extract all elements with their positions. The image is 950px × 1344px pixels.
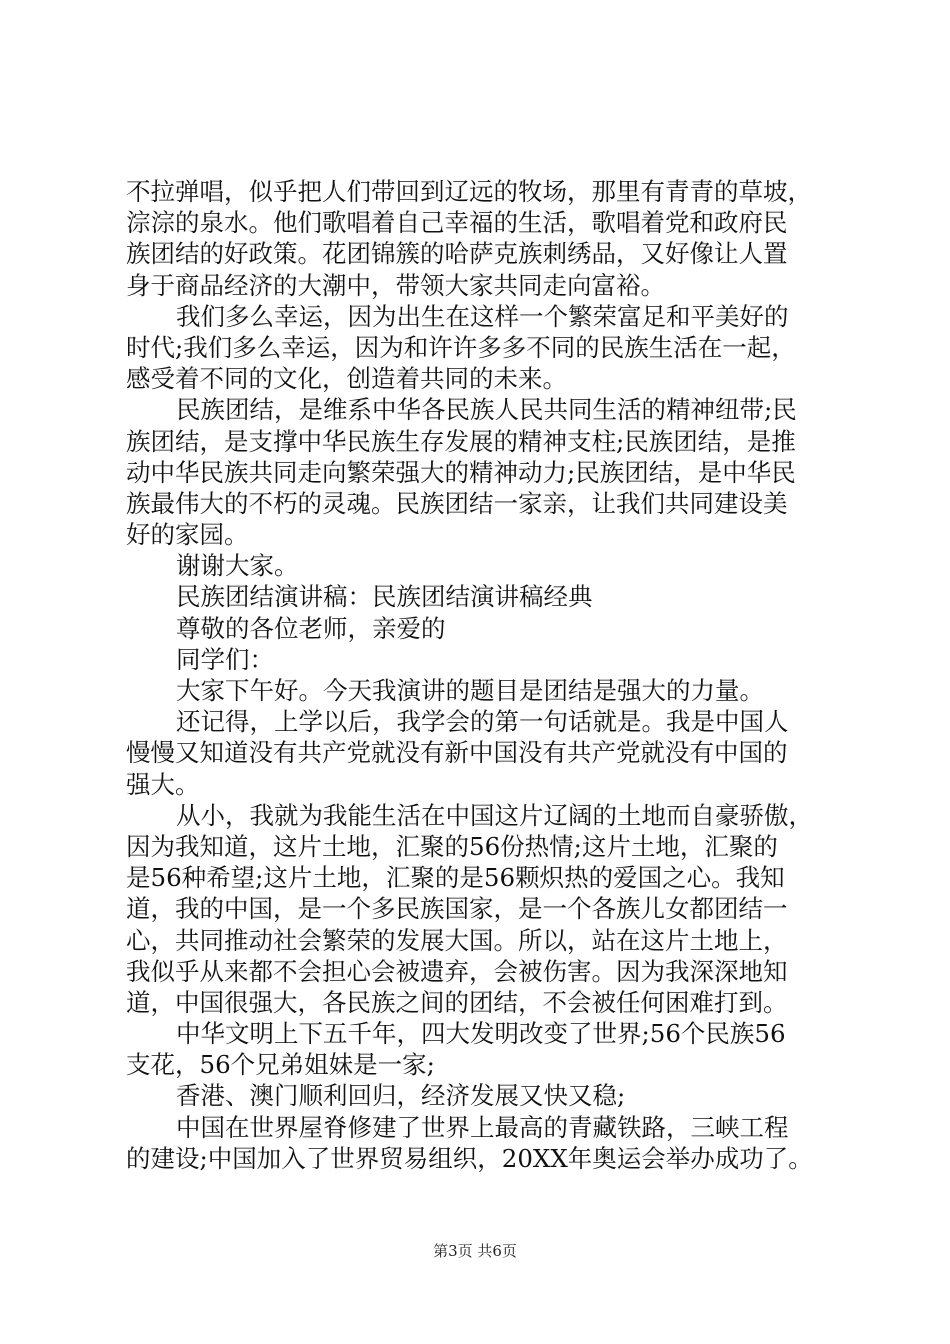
text-line: 支花，56个兄弟姐妹是一家; [126, 1050, 435, 1080]
text-line: 不拉弹唱，似乎把人们带回到辽远的牧场，那里有青青的草坡， [126, 177, 812, 206]
text-line: 因为我知道，这片土地，汇聚的56份热情;这片土地，汇聚的 [126, 831, 778, 861]
text-line: 道，我的中国，是一个多民族国家，是一个各族儿女都团结一 [126, 894, 788, 924]
text-line: 族最伟大的不朽的灵魂。民族团结一家亲，让我们共同建设美 [126, 488, 788, 518]
text-line: 还记得，上学以后，我学会的第一句话就是。我是中国人 [176, 707, 789, 737]
text-line: 时代;我们多么幸运，因为和许许多多不同的民族生活在一起， [126, 332, 796, 362]
text-line: 慢慢又知道没有共产党就没有新中国没有共产党就没有中国的 [126, 738, 788, 768]
text-line: 民族团结，是维系中华各民族人民共同生活的精神纽带;民 [176, 395, 797, 425]
text-line: 身于商品经济的大潮中，带领大家共同走向富裕。 [126, 270, 665, 300]
page-footer: 第3页 共6页 [433, 1242, 517, 1260]
text-line: 心，共同推动社会繁荣的发展大国。所以，站在这片土地上， [126, 925, 788, 955]
text-line: 我似乎从来都不会担心会被遗弃，会被伤害。因为我深深地知 [126, 956, 788, 986]
text-line: 强大。 [126, 769, 200, 799]
text-line: 是56种希望;这片土地，汇聚的是56颗炽热的爱国之心。我知 [126, 863, 785, 893]
text-line: 族团结，是支撑中华民族生存发展的精神支柱;民族团结，是推 [126, 426, 796, 456]
text-line: 香港、澳门顺利回归，经济发展又快又稳; [176, 1081, 626, 1111]
text-line: 淙淙的泉水。他们歌唱着自己幸福的生活，歌唱着党和政府民 [126, 208, 788, 238]
text-line: 族团结的好政策。花团锦簇的哈萨克族刺绣品，又好像让人置 [126, 239, 788, 269]
text-line: 我们多么幸运，因为出生在这样一个繁荣富足和平美好的 [176, 301, 789, 331]
text-line: 动中华民族共同走向繁荣强大的精神动力;民族团结，是中华民 [126, 457, 796, 487]
body-text [126, 176, 846, 1174]
text-line: 尊敬的各位老师，亲爱的 [176, 613, 446, 643]
text-line: 的建设;中国加入了世界贸易组织，20XX年奥运会举办成功了。 [126, 1143, 813, 1173]
text-line: 中国在世界屋脊修建了世界上最高的青藏铁路，三峡工程 [176, 1112, 789, 1142]
text-line: 谢谢大家。 [176, 551, 299, 581]
text-line: 感受着不同的文化，创造着共同的未来。 [126, 364, 567, 394]
text-line: 道，中国很强大，各民族之间的团结，不会被任何困难打到。 [126, 987, 788, 1017]
text-line: 同学们： [176, 644, 274, 674]
text-line: 好的家园。 [126, 520, 249, 550]
text-line: 民族团结演讲稿：民族团结演讲稿经典 [176, 582, 593, 612]
text-line: 大家下午好。今天我演讲的题目是团结是强大的力量。 [176, 676, 764, 705]
text-line: 从小，我就为我能生活在中国这片辽阔的土地而自豪骄傲， [176, 800, 813, 830]
text-line: 中华文明上下五千年，四大发明改变了世界;56个民族56 [176, 1019, 786, 1049]
